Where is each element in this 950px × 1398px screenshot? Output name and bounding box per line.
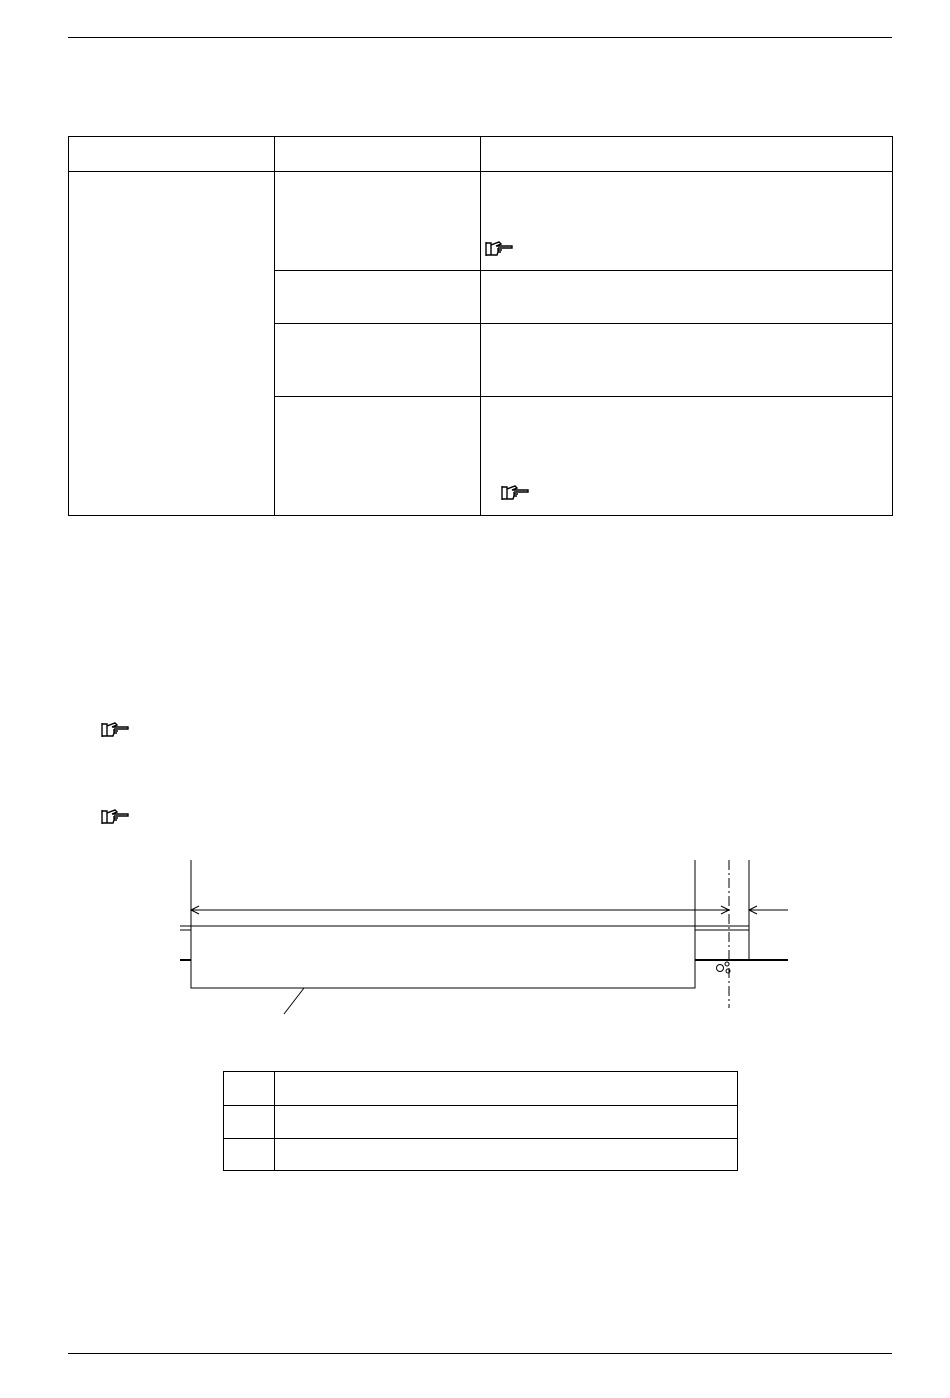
table-cell — [224, 1139, 275, 1171]
table-row — [224, 1139, 738, 1171]
table-cell — [481, 324, 893, 397]
table-cell — [275, 324, 481, 397]
pointing-hand-icon[interactable] — [484, 239, 516, 259]
header-cell — [69, 137, 275, 172]
table-cell — [275, 172, 481, 271]
table-cell — [275, 397, 481, 516]
table-cell — [481, 271, 893, 324]
table-cell — [481, 397, 893, 516]
roller-circle-icon — [725, 962, 729, 966]
table-cell — [275, 1106, 738, 1139]
table-header-row — [69, 137, 893, 172]
table-row — [69, 172, 893, 271]
table-row — [224, 1106, 738, 1139]
pointing-hand-icon[interactable] — [100, 807, 132, 827]
table-cell — [275, 271, 481, 324]
table-group-cell — [69, 172, 275, 516]
header-cell — [275, 137, 481, 172]
header-cell — [481, 137, 893, 172]
table-cell — [275, 1139, 738, 1171]
spec-table — [68, 136, 893, 516]
table-cell — [224, 1072, 275, 1106]
unit-body — [191, 926, 695, 988]
roller-circle-icon — [717, 965, 724, 972]
table-row — [224, 1072, 738, 1106]
legend-table — [223, 1071, 738, 1171]
pointing-hand-icon[interactable] — [500, 483, 532, 503]
table-cell — [275, 1072, 738, 1106]
header-rule — [68, 37, 892, 38]
leader-line — [284, 988, 304, 1014]
table-cell — [481, 172, 893, 271]
dimension-diagram — [0, 850, 950, 1020]
footer-rule — [68, 1353, 892, 1354]
table-cell — [224, 1106, 275, 1139]
pointing-hand-icon[interactable] — [100, 720, 132, 740]
